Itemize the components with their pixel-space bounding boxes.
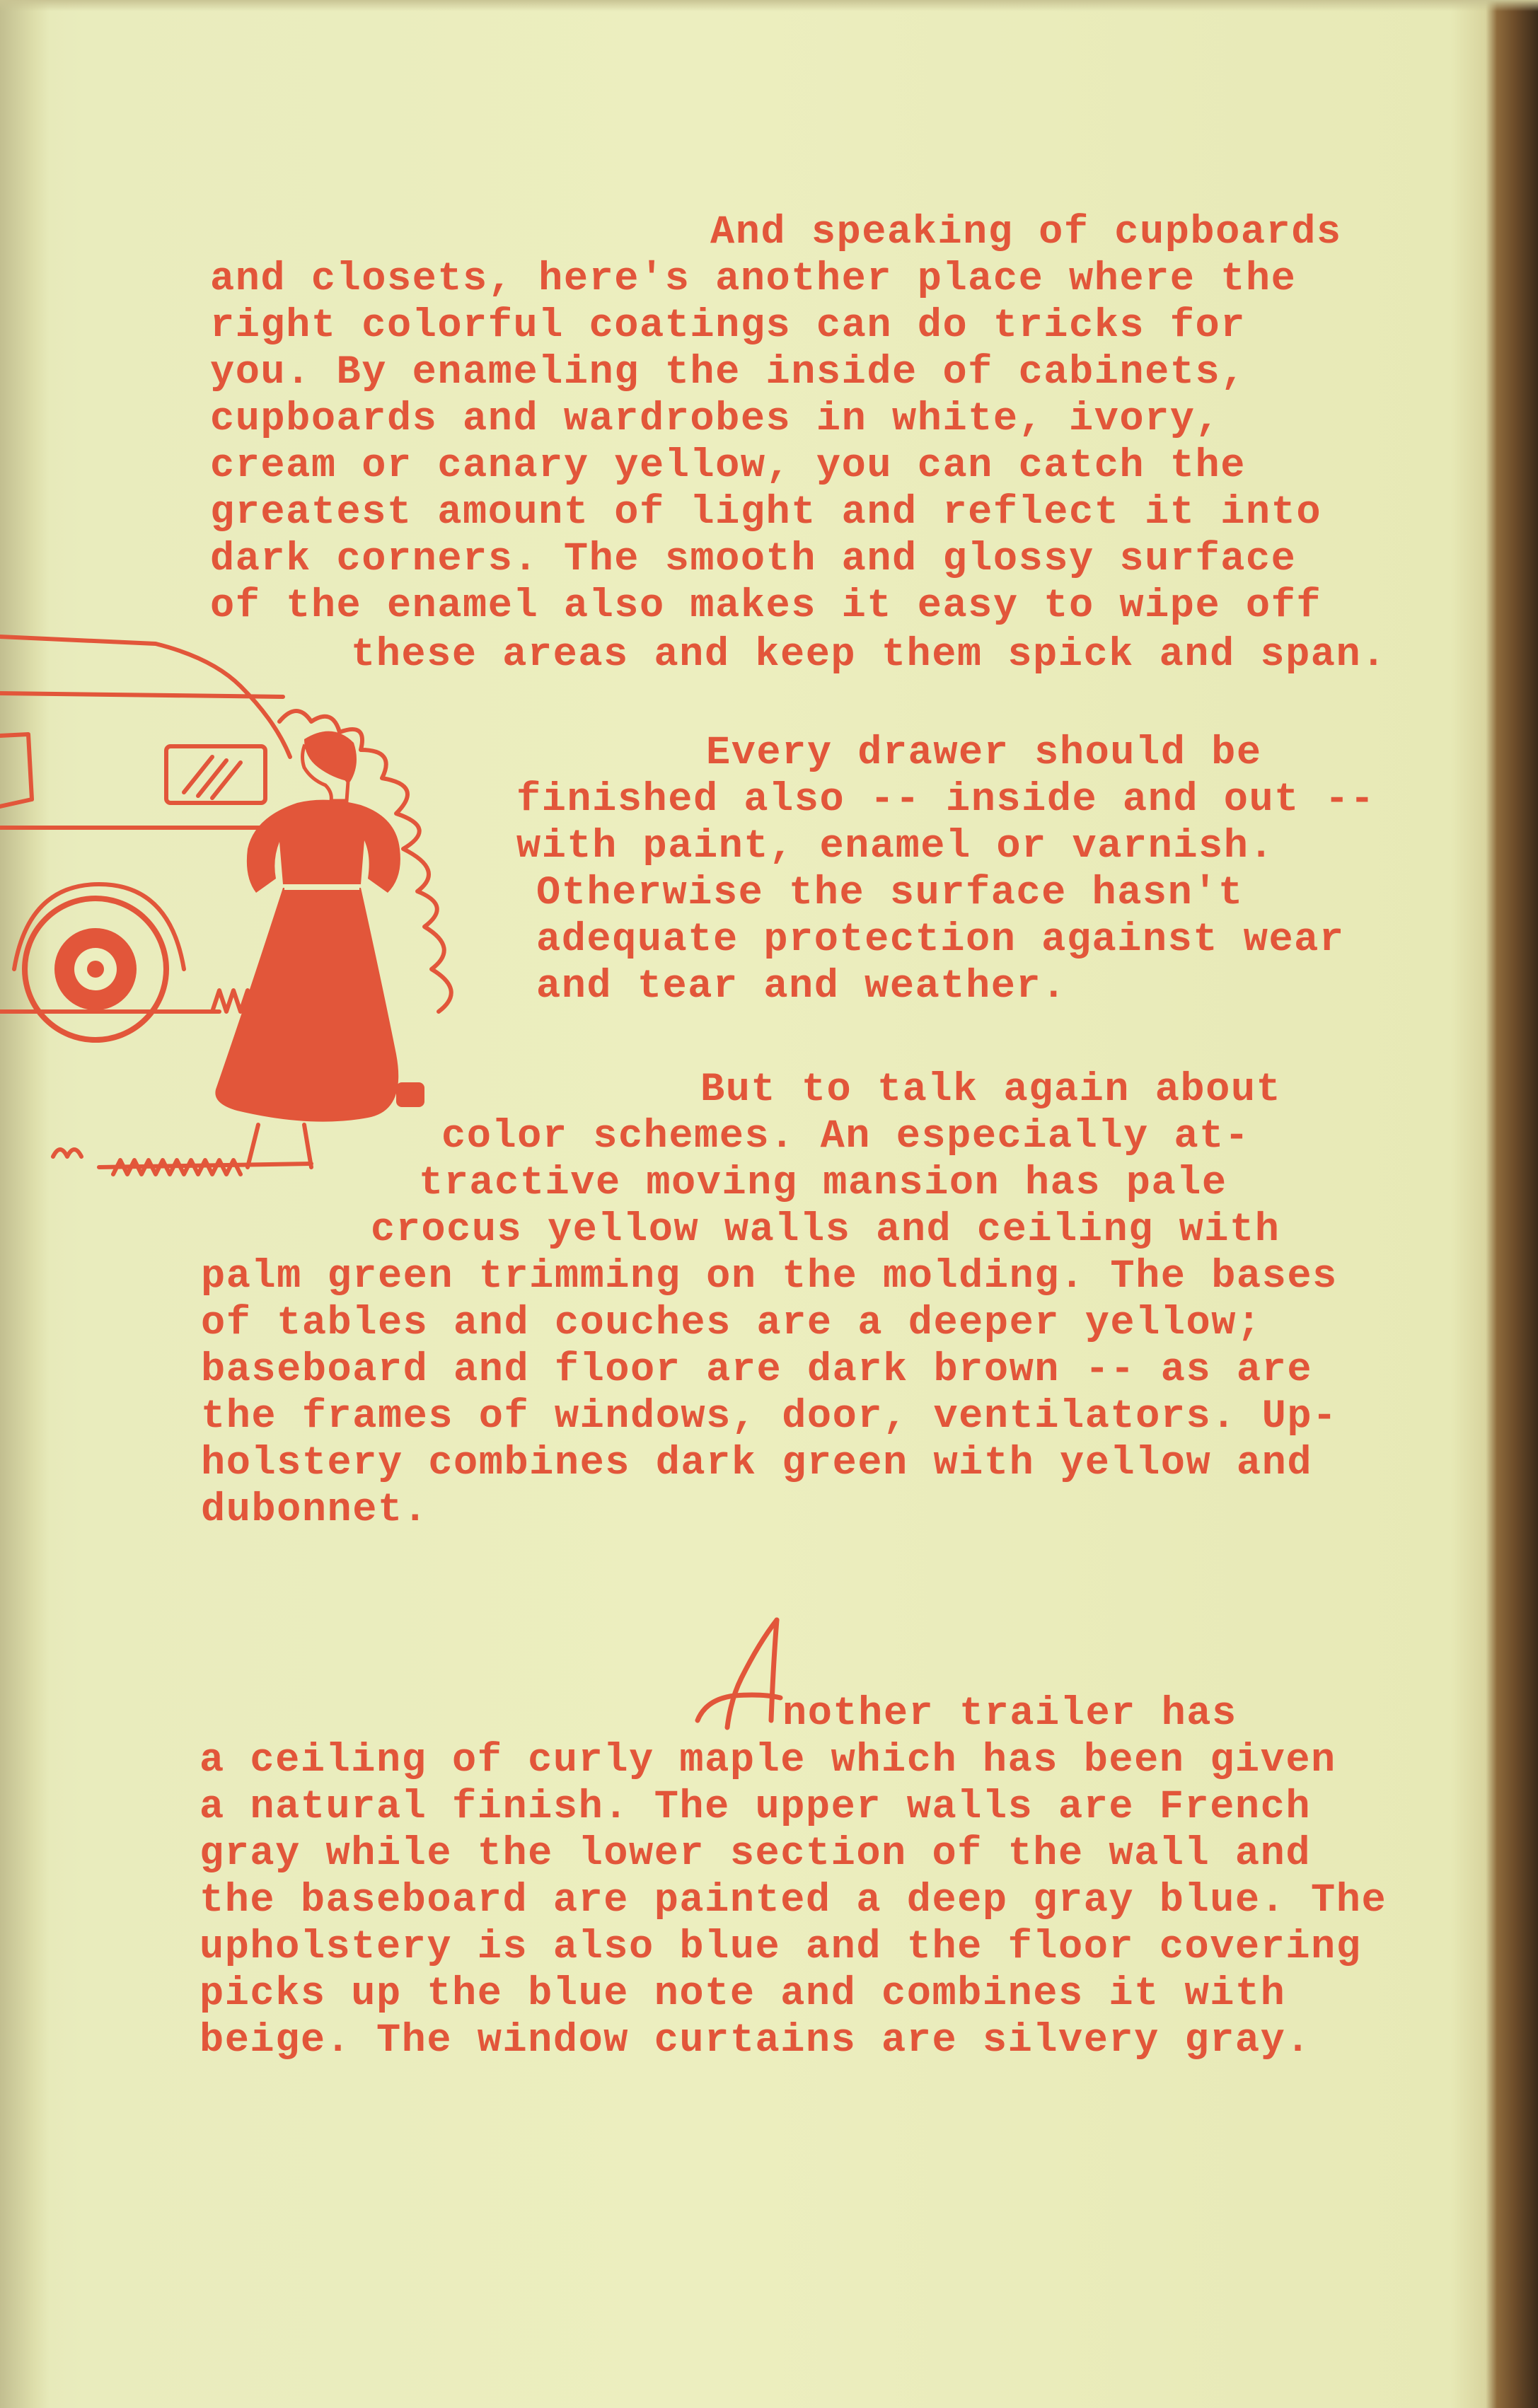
text-line: crocus yellow walls and ceiling with bbox=[371, 1208, 1280, 1253]
text-line: gray while the lower section of the wall and bbox=[200, 1831, 1312, 1877]
text-line: and tear and weather. bbox=[536, 964, 1067, 1009]
text-line: dubonnet. bbox=[201, 1488, 429, 1533]
drop-cap-letter-a bbox=[692, 1614, 784, 1735]
text-line: cream or canary yellow, you can catch the bbox=[210, 444, 1246, 489]
text-line: Every drawer should be bbox=[706, 731, 1262, 776]
text-line: upholstery is also blue and the floor covering bbox=[200, 1925, 1362, 1970]
text-line: beige. The window curtains are silvery gray. bbox=[200, 2018, 1312, 2063]
text-line: these areas and keep them spick and span. bbox=[351, 632, 1387, 678]
text-line: finished also -- inside and out -- bbox=[516, 777, 1375, 823]
text-line: holstery combines dark green with yellow and bbox=[201, 1441, 1313, 1486]
text-line: cupboards and wardrobes in white, ivory, bbox=[210, 397, 1221, 442]
text-line: dark corners. The smooth and glossy surface bbox=[210, 537, 1297, 582]
woman-and-car-illustration bbox=[0, 615, 509, 1217]
text-line: greatest amount of light and reflect it into bbox=[210, 490, 1322, 536]
text-line: right colorful coatings can do tricks for bbox=[210, 303, 1246, 349]
text-line: you. By enameling the inside of cabinets, bbox=[210, 350, 1246, 395]
text-line: But to talk again about bbox=[700, 1067, 1282, 1113]
text-line: palm green trimming on the molding. The bases bbox=[201, 1254, 1338, 1299]
text-line: a ceiling of curly maple which has been given bbox=[200, 1738, 1336, 1783]
text-line: a natural finish. The upper walls are French bbox=[200, 1785, 1312, 1830]
text-line: nother trailer has bbox=[782, 1691, 1237, 1737]
text-line: color schemes. An especially at- bbox=[441, 1114, 1250, 1159]
text-line: tractive moving mansion has pale bbox=[419, 1161, 1227, 1206]
page-top-edge bbox=[0, 0, 1538, 11]
text-line: of the enamel also makes it easy to wipe off bbox=[210, 584, 1322, 629]
text-line: of tables and couches are a deeper yellow; bbox=[201, 1301, 1262, 1346]
text-line: the frames of windows, door, ventilators. Up- bbox=[201, 1394, 1338, 1440]
text-line: and closets, here's another place where the bbox=[210, 257, 1297, 302]
text-line: the baseboard are painted a deep gray blue. The bbox=[200, 1878, 1387, 1923]
text-line: with paint, enamel or varnish. bbox=[516, 824, 1275, 869]
text-line: And speaking of cupboards bbox=[710, 210, 1342, 255]
text-line: baseboard and floor are dark brown -- as are bbox=[201, 1348, 1313, 1393]
text-line: picks up the blue note and combines it with bbox=[200, 1972, 1286, 2017]
text-line: Otherwise the surface hasn't bbox=[536, 871, 1244, 916]
text-line: adequate protection against wear bbox=[536, 918, 1345, 963]
